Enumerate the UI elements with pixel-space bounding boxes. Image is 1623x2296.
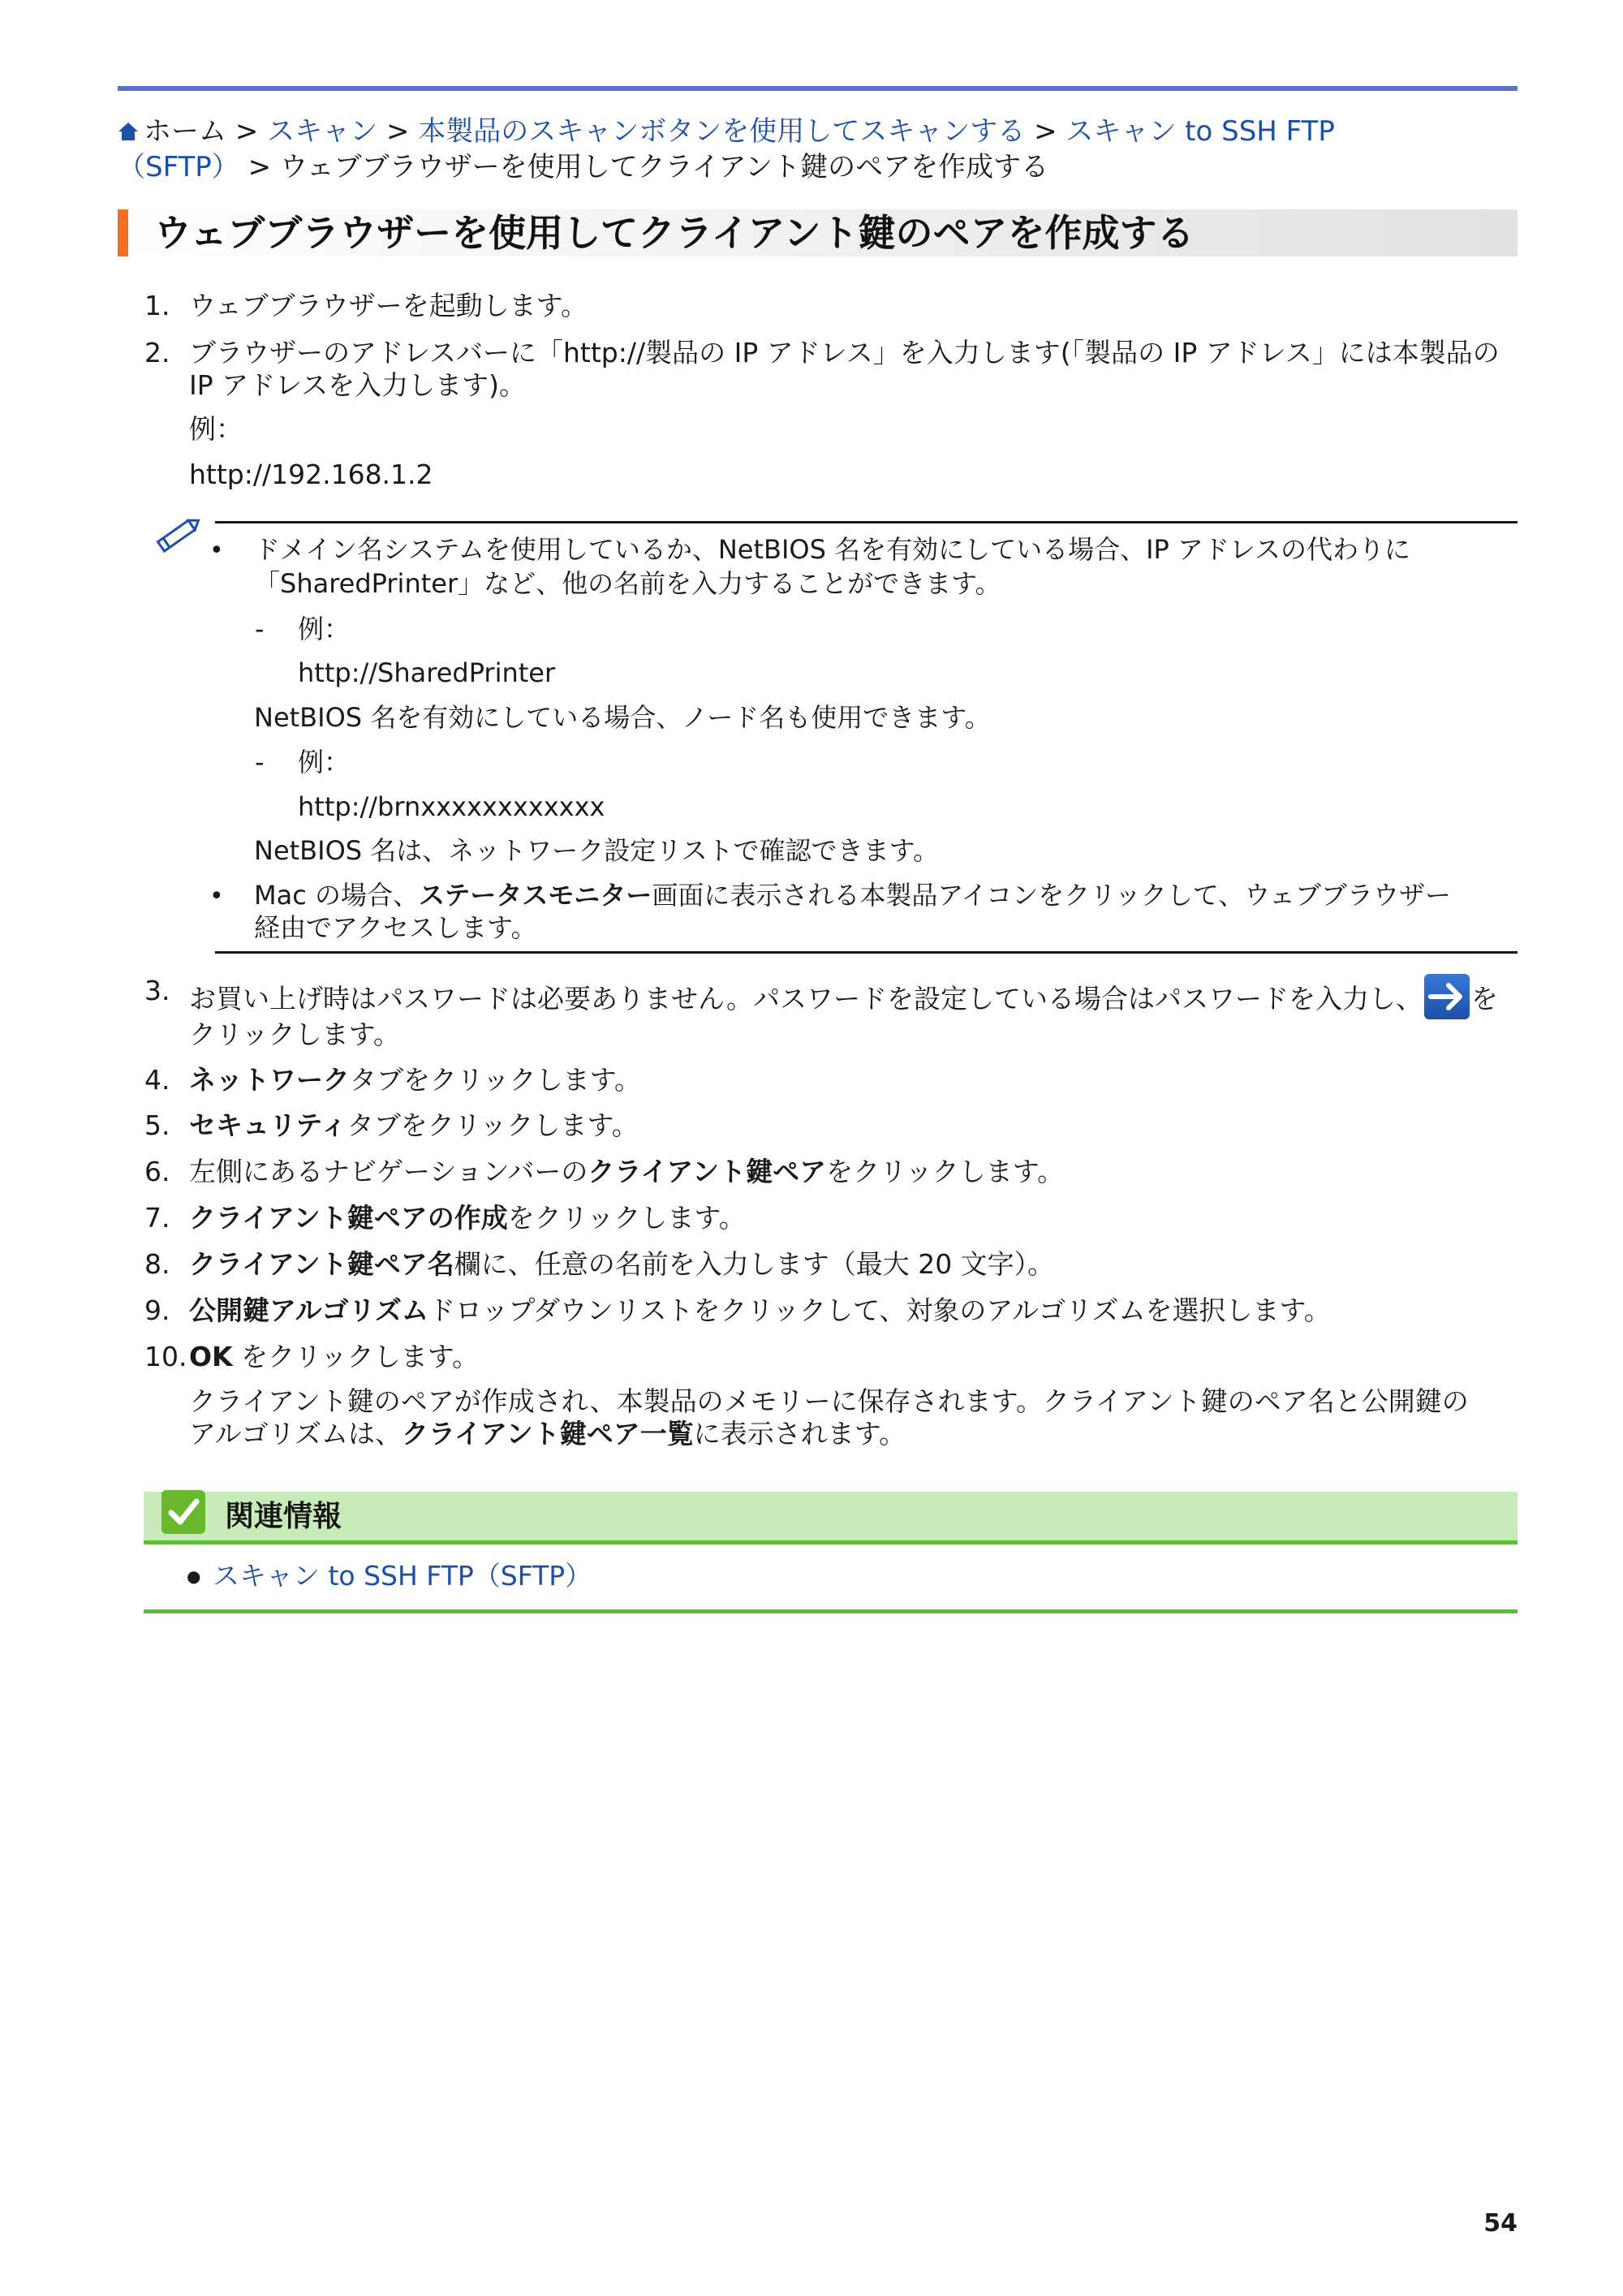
note-example-url: http://brnxxxxxxxxxxxx (298, 791, 605, 822)
ok-label: OK (189, 1341, 233, 1372)
security-tab-label: セキュリティ (189, 1109, 347, 1141)
note-example-url: http://SharedPrinter (298, 657, 556, 688)
step-text-part: お買い上げ時はパスワードは必要ありません。パスワードを設定している場合はパスワードを入力し、 (189, 983, 1423, 1014)
create-key-pair-label: クライアント鍵ペアの作成 (189, 1202, 508, 1234)
breadcrumb-link-scan[interactable]: スキャン (267, 115, 378, 148)
step-number: 4. (144, 1064, 170, 1096)
step-text-part: ドロップダウンリストをクリックして、対象のアルゴリズムを選択します。 (428, 1294, 1331, 1326)
key-pair-list-label: クライアント鍵ペア一覧 (402, 1418, 694, 1450)
step-text (189, 1063, 641, 1097)
step-number: 1. (144, 290, 170, 321)
step-text-part: をクリックします。 (232, 1341, 480, 1372)
breadcrumb-current: ウェブブラウザーを使用してクライアント鍵のペアを作成する (279, 151, 1049, 183)
note-text: NetBIOS 名は、ネットワーク設定リストで確認できます。 (254, 835, 940, 866)
note-dash: - (255, 614, 265, 644)
step-text (189, 1340, 479, 1374)
note-bullet: • (209, 536, 224, 565)
step-10-result-line2 (189, 1417, 906, 1451)
step-text-part: アルゴリズムは、 (189, 1418, 403, 1450)
breadcrumb-link-scan-button[interactable]: 本製品のスキャンボタンを使用してスキャンする (418, 115, 1026, 148)
breadcrumb-home[interactable]: ホーム (144, 115, 226, 148)
step-2-line2: IP アドレスを入力します)。 (189, 369, 527, 401)
key-pair-name-label: クライアント鍵ペア名 (189, 1248, 454, 1280)
step-text-part: を (1470, 983, 1498, 1014)
step-text-part: タブをクリックします。 (350, 1064, 642, 1096)
note-text: 「SharedPrinter」など、他の名前を入力することができます。 (254, 568, 1001, 599)
breadcrumb-separator: > (385, 115, 410, 148)
step-10-result: クライアント鍵のペアが作成され、本製品のメモリーに保存されます。クライアント鍵のペア名と公開鍵の (189, 1385, 1469, 1417)
page-title: ウェブブラウザーを使用してクライアント鍵のペアを作成する (154, 211, 1195, 255)
note-text: 経由でアクセスします。 (254, 912, 537, 943)
step-3-line2: クリックします。 (189, 1019, 401, 1050)
related-link-sftp[interactable]: スキャン to SSH FTP（SFTP） (213, 1560, 592, 1592)
note-text: ドメイン名システムを使用しているか、NetBIOS 名を有効にしている場合、IP アドレスの代わりに (254, 534, 1411, 565)
step-text (189, 1294, 1331, 1328)
note-top-rule (215, 521, 1518, 523)
note-bullet: • (209, 882, 224, 911)
title-accent (118, 209, 128, 256)
note-example-label: 例： (298, 614, 351, 644)
step-number: 2. (144, 337, 170, 368)
note-example-label: 例： (298, 747, 351, 778)
step-text-part: をクリックします。 (826, 1156, 1065, 1187)
step-number: 3. (144, 975, 170, 1006)
step-number: 10. (144, 1341, 187, 1372)
header-rule (118, 86, 1518, 91)
pencil-icon (153, 511, 203, 558)
step-text-part: に表示されます。 (693, 1418, 906, 1450)
breadcrumb-separator: > (1034, 115, 1057, 148)
step-text (189, 1247, 1054, 1282)
step-text-part: をクリックします。 (507, 1202, 746, 1234)
note-text: 画面に表示される本製品アイコンをクリックして、ウェブブラウザー (652, 880, 1452, 911)
breadcrumb-separator: > (248, 151, 272, 183)
algorithm-label: 公開鍵アルゴリズム (189, 1294, 429, 1326)
example-url: http://192.168.1.2 (189, 459, 433, 490)
step-number: 5. (144, 1109, 170, 1141)
related-info-bottom-rule (144, 1609, 1518, 1613)
related-info-heading: 関連情報 (225, 1500, 342, 1533)
client-key-pair-label: クライアント鍵ペア (588, 1156, 827, 1187)
note-text: NetBIOS 名を有効にしている場合、ノード名も使用できます。 (254, 702, 991, 733)
breadcrumb-separator: > (235, 115, 259, 148)
step-text (189, 1109, 639, 1143)
step-number: 6. (144, 1156, 170, 1187)
step-text: ウェブブラウザーを起動します。 (189, 290, 588, 321)
page-number: 54 (1483, 2209, 1518, 2238)
example-label: 例： (189, 413, 243, 445)
step-text: ブラウザーのアドレスバーに「http://製品の IP アドレス」を入力します(「製品の IP アドレス」には本製品の (189, 337, 1500, 368)
list-bullet: ● (187, 1566, 201, 1586)
step-number: 9. (144, 1294, 170, 1326)
step-number: 8. (144, 1248, 170, 1280)
step-number: 7. (144, 1202, 170, 1234)
breadcrumb-link-sftp-cont[interactable]: （SFTP） (118, 151, 239, 183)
breadcrumb (118, 114, 1513, 185)
step-text (189, 1155, 1064, 1189)
step-text (189, 974, 1498, 1019)
step-text-part: 欄に、任意の名前を入力します（最大 20 文字）。 (454, 1248, 1055, 1280)
home-icon[interactable] (118, 121, 139, 142)
checkmark-icon (160, 1488, 207, 1536)
arrow-right-icon[interactable] (1424, 974, 1470, 1019)
note-text-mac (254, 878, 1451, 912)
step-text (189, 1201, 746, 1235)
note-text: Mac の場合、 (254, 880, 419, 911)
title-bar (118, 209, 1518, 256)
breadcrumb-link-sftp[interactable]: スキャン to SSH FTP (1065, 115, 1335, 148)
network-tab-label: ネットワーク (189, 1064, 350, 1096)
step-text-part: 左側にあるナビゲーションバーの (189, 1156, 588, 1187)
note-bottom-rule (215, 951, 1518, 954)
related-info-rule (144, 1540, 1518, 1544)
related-info-header (144, 1492, 1518, 1542)
note-dash: - (255, 747, 265, 778)
step-text-part: タブをクリックします。 (347, 1109, 639, 1141)
status-monitor-label: ステータスモニター (419, 880, 652, 911)
